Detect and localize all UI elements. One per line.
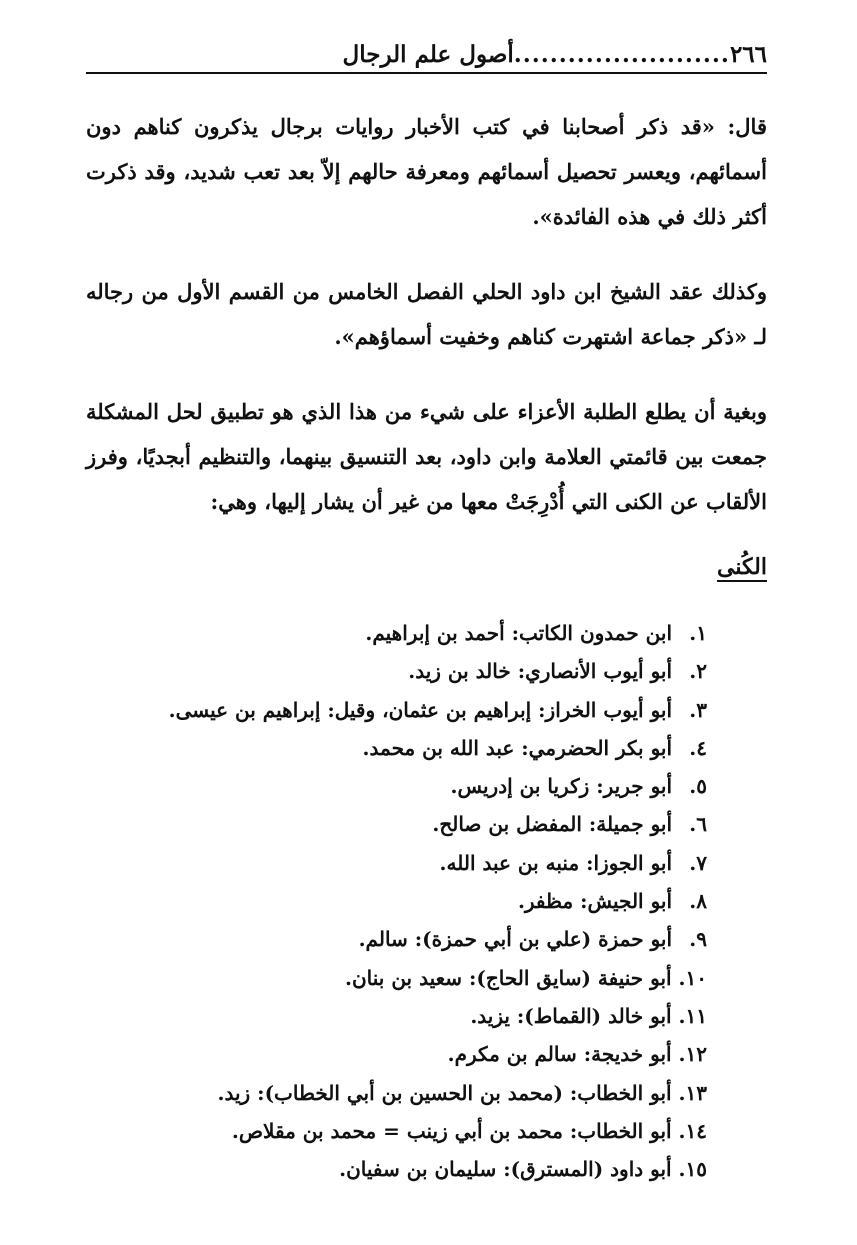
paragraph-method: وبغية أن يطلع الطلبة الأعزاء على شيء من هذا الذي هو تطبيق لحل المشكلة جمعت بين قائمتي العلامة وابن داود، بعد التنسيق بينهما، والتنظيم أبجديًا، وفرز الألقاب عن الكنى التي أُدْرِجَتْ معها من غير أن يشار إليها، وهي: bbox=[86, 399, 767, 514]
list-item-text: أبو داود (المسترق): سليمان بن سفيان. bbox=[339, 1157, 672, 1182]
list-item-number: ٥. bbox=[689, 774, 707, 799]
list-item bbox=[86, 997, 707, 1035]
kuna-list bbox=[86, 614, 767, 1188]
list-item-number: ٨. bbox=[689, 889, 707, 914]
list-item-number: ١٣. bbox=[678, 1080, 707, 1105]
list-item bbox=[86, 614, 707, 652]
page-number: ٢٦٦ bbox=[729, 41, 767, 68]
list-item-text: أبو حمزة (علي بن أبي حمزة): سالم. bbox=[358, 927, 673, 952]
list-item bbox=[86, 652, 707, 690]
list-item bbox=[86, 767, 707, 805]
page-header bbox=[86, 36, 767, 74]
list-item-text: أبو خديجة: سالم بن مكرم. bbox=[447, 1042, 672, 1067]
list-item-text: أبو أيوب الخراز: إبراهيم بن عثمان، وقيل: إبراهيم بن عيسى. bbox=[168, 697, 673, 722]
list-item-number: ٢. bbox=[689, 659, 707, 684]
list-item bbox=[86, 729, 707, 767]
list-item bbox=[86, 805, 707, 843]
list-item-number: ٧. bbox=[689, 850, 707, 875]
list-item bbox=[86, 1112, 707, 1150]
list-item-number: ١. bbox=[689, 621, 707, 645]
list-item bbox=[86, 920, 707, 958]
list-item-number: ١٤. bbox=[678, 1118, 707, 1143]
list-item-text: أبو بكر الحضرمي: عبد الله بن محمد. bbox=[362, 735, 673, 760]
list-item bbox=[86, 1150, 707, 1188]
list-item-number: ٩. bbox=[689, 927, 707, 952]
list-item-text: أبو أيوب الأنصاري: خالد بن زيد. bbox=[408, 659, 673, 684]
running-title: أصول علم الرجال bbox=[342, 41, 514, 68]
paragraph-quote: قال: «قد ذكر أصحابنا في كتب الأخبار روايات برجال يذكرون كناهم دون أسمائهم، ويعسر تحصيل أسمائهم ومعرفة حالهم إلاّ بعد تعب شديد، وقد ذكرت أكثر ذلك في هذه الفائدة». bbox=[86, 114, 767, 229]
list-item bbox=[86, 882, 707, 920]
paragraph-ibn-dawud: وكذلك عقد الشيخ ابن داود الحلي الفصل الخامس من القسم الأول من رجاله لـ «ذكر جماعة اشتهرت كناهم وخفيت أسماؤهم». bbox=[86, 279, 767, 349]
list-item-text: أبو جميلة: المفضل بن صالح. bbox=[432, 812, 673, 837]
list-item-number: ١١. bbox=[678, 1003, 707, 1028]
list-item-text: أبو الخطاب: (محمد بن الحسين بن أبي الخطاب): زيد. bbox=[217, 1080, 672, 1105]
list-item-text: أبو خالد (القماط): يزيد. bbox=[470, 1003, 672, 1028]
list-item-text: أبو الجوزا: منبه بن عبد الله. bbox=[439, 850, 673, 875]
list-item bbox=[86, 959, 707, 997]
list-item-number: ١٥. bbox=[678, 1157, 707, 1182]
list-item-number: ٤. bbox=[689, 735, 707, 760]
list-item-number: ١٢. bbox=[678, 1042, 707, 1067]
list-item-number: ٣. bbox=[689, 697, 707, 722]
page-body bbox=[86, 104, 767, 1188]
list-item-text: أبو جرير: زكريا بن إدريس. bbox=[450, 774, 673, 799]
list-item-number: ٦. bbox=[689, 812, 707, 837]
header-dots: ........................ bbox=[513, 41, 730, 68]
list-item bbox=[86, 844, 707, 882]
list-item-text: أبو الخطاب: محمد بن أبي زينب = محمد بن مقلاص. bbox=[231, 1118, 672, 1143]
list-item bbox=[86, 1074, 707, 1112]
list-item-text: أبو حنيفة (سايق الحاج): سعيد بن بنان. bbox=[345, 965, 672, 990]
section-heading: الكُنى bbox=[717, 554, 767, 580]
list-item bbox=[86, 691, 707, 729]
list-item-text: أبو الجيش: مظفر. bbox=[517, 889, 673, 914]
list-item bbox=[86, 1035, 707, 1073]
list-item-number: ١٠. bbox=[678, 965, 707, 990]
list-item-text: ابن حمدون الكاتب: أحمد بن إبراهيم. bbox=[365, 621, 673, 645]
